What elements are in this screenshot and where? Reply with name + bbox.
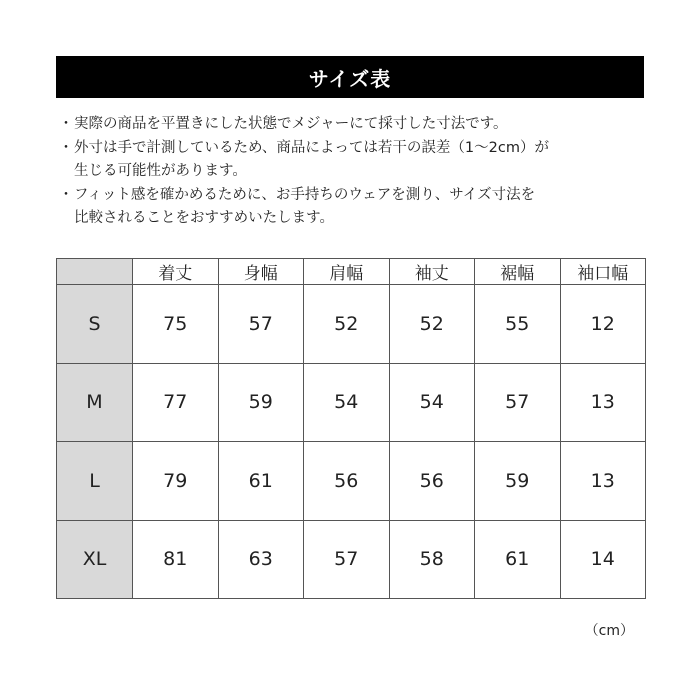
table-cell: 75 xyxy=(133,285,219,364)
table-row xyxy=(57,520,646,599)
table-cell: 81 xyxy=(133,520,219,599)
table-cell: 57 xyxy=(304,520,390,599)
table-cell: 55 xyxy=(475,285,561,364)
page-title: サイズ表 xyxy=(308,66,392,91)
bullet-mark: ・ xyxy=(58,116,74,132)
size-label: S xyxy=(57,285,133,364)
table-row xyxy=(57,442,646,521)
note-text: フィット感を確かめるために、お手持ちのウェアを測り、サイズ寸法を 比較されることをおすすめいたします。 xyxy=(74,186,536,226)
table-cell: 52 xyxy=(389,285,475,364)
table-cell: 61 xyxy=(475,520,561,599)
table-cell: 54 xyxy=(304,363,390,442)
bullet-mark: ・ xyxy=(58,139,74,156)
table-cell: 63 xyxy=(218,520,304,599)
size-label: M xyxy=(57,363,133,442)
column-header: 肩幅 xyxy=(304,259,390,285)
column-header: 袖丈 xyxy=(389,259,475,285)
size-label: L xyxy=(57,442,133,521)
table-cell: 13 xyxy=(560,442,646,521)
size-table xyxy=(56,258,646,599)
column-header: 袖口幅 xyxy=(560,259,646,285)
notes-list xyxy=(58,113,658,231)
table-cell: 12 xyxy=(560,285,646,364)
note-text: 実際の商品を平置きにした状態でメジャーにて採寸した寸法です。 xyxy=(74,116,508,132)
note-text: 外寸は手で計測しているため、商品によっては若干の誤差（1～2cm）が 生じる可能性があります。 xyxy=(74,139,549,179)
table-cell: 59 xyxy=(475,442,561,521)
column-header: 着丈 xyxy=(133,259,219,285)
table-cell: 54 xyxy=(389,363,475,442)
table-cell: 58 xyxy=(389,520,475,599)
table-cell: 56 xyxy=(389,442,475,521)
note-item xyxy=(58,137,658,184)
note-item xyxy=(58,113,658,137)
bullet-mark: ・ xyxy=(58,186,74,203)
note-item xyxy=(58,184,658,231)
size-label: XL xyxy=(57,520,133,599)
table-cell: 59 xyxy=(218,363,304,442)
table-cell: 56 xyxy=(304,442,390,521)
column-header: 裾幅 xyxy=(475,259,561,285)
table-cell: 77 xyxy=(133,363,219,442)
table-row xyxy=(57,285,646,364)
table-cell: 14 xyxy=(560,520,646,599)
table-cell: 57 xyxy=(218,285,304,364)
table-cell: 57 xyxy=(475,363,561,442)
table-cell: 13 xyxy=(560,363,646,442)
table-corner-cell xyxy=(57,259,133,285)
table-row xyxy=(57,363,646,442)
table-cell: 79 xyxy=(133,442,219,521)
unit-label: （cm） xyxy=(584,623,634,639)
title-bar xyxy=(56,56,644,98)
table-cell: 52 xyxy=(304,285,390,364)
table-header-row xyxy=(57,259,646,285)
column-header: 身幅 xyxy=(218,259,304,285)
table-cell: 61 xyxy=(218,442,304,521)
